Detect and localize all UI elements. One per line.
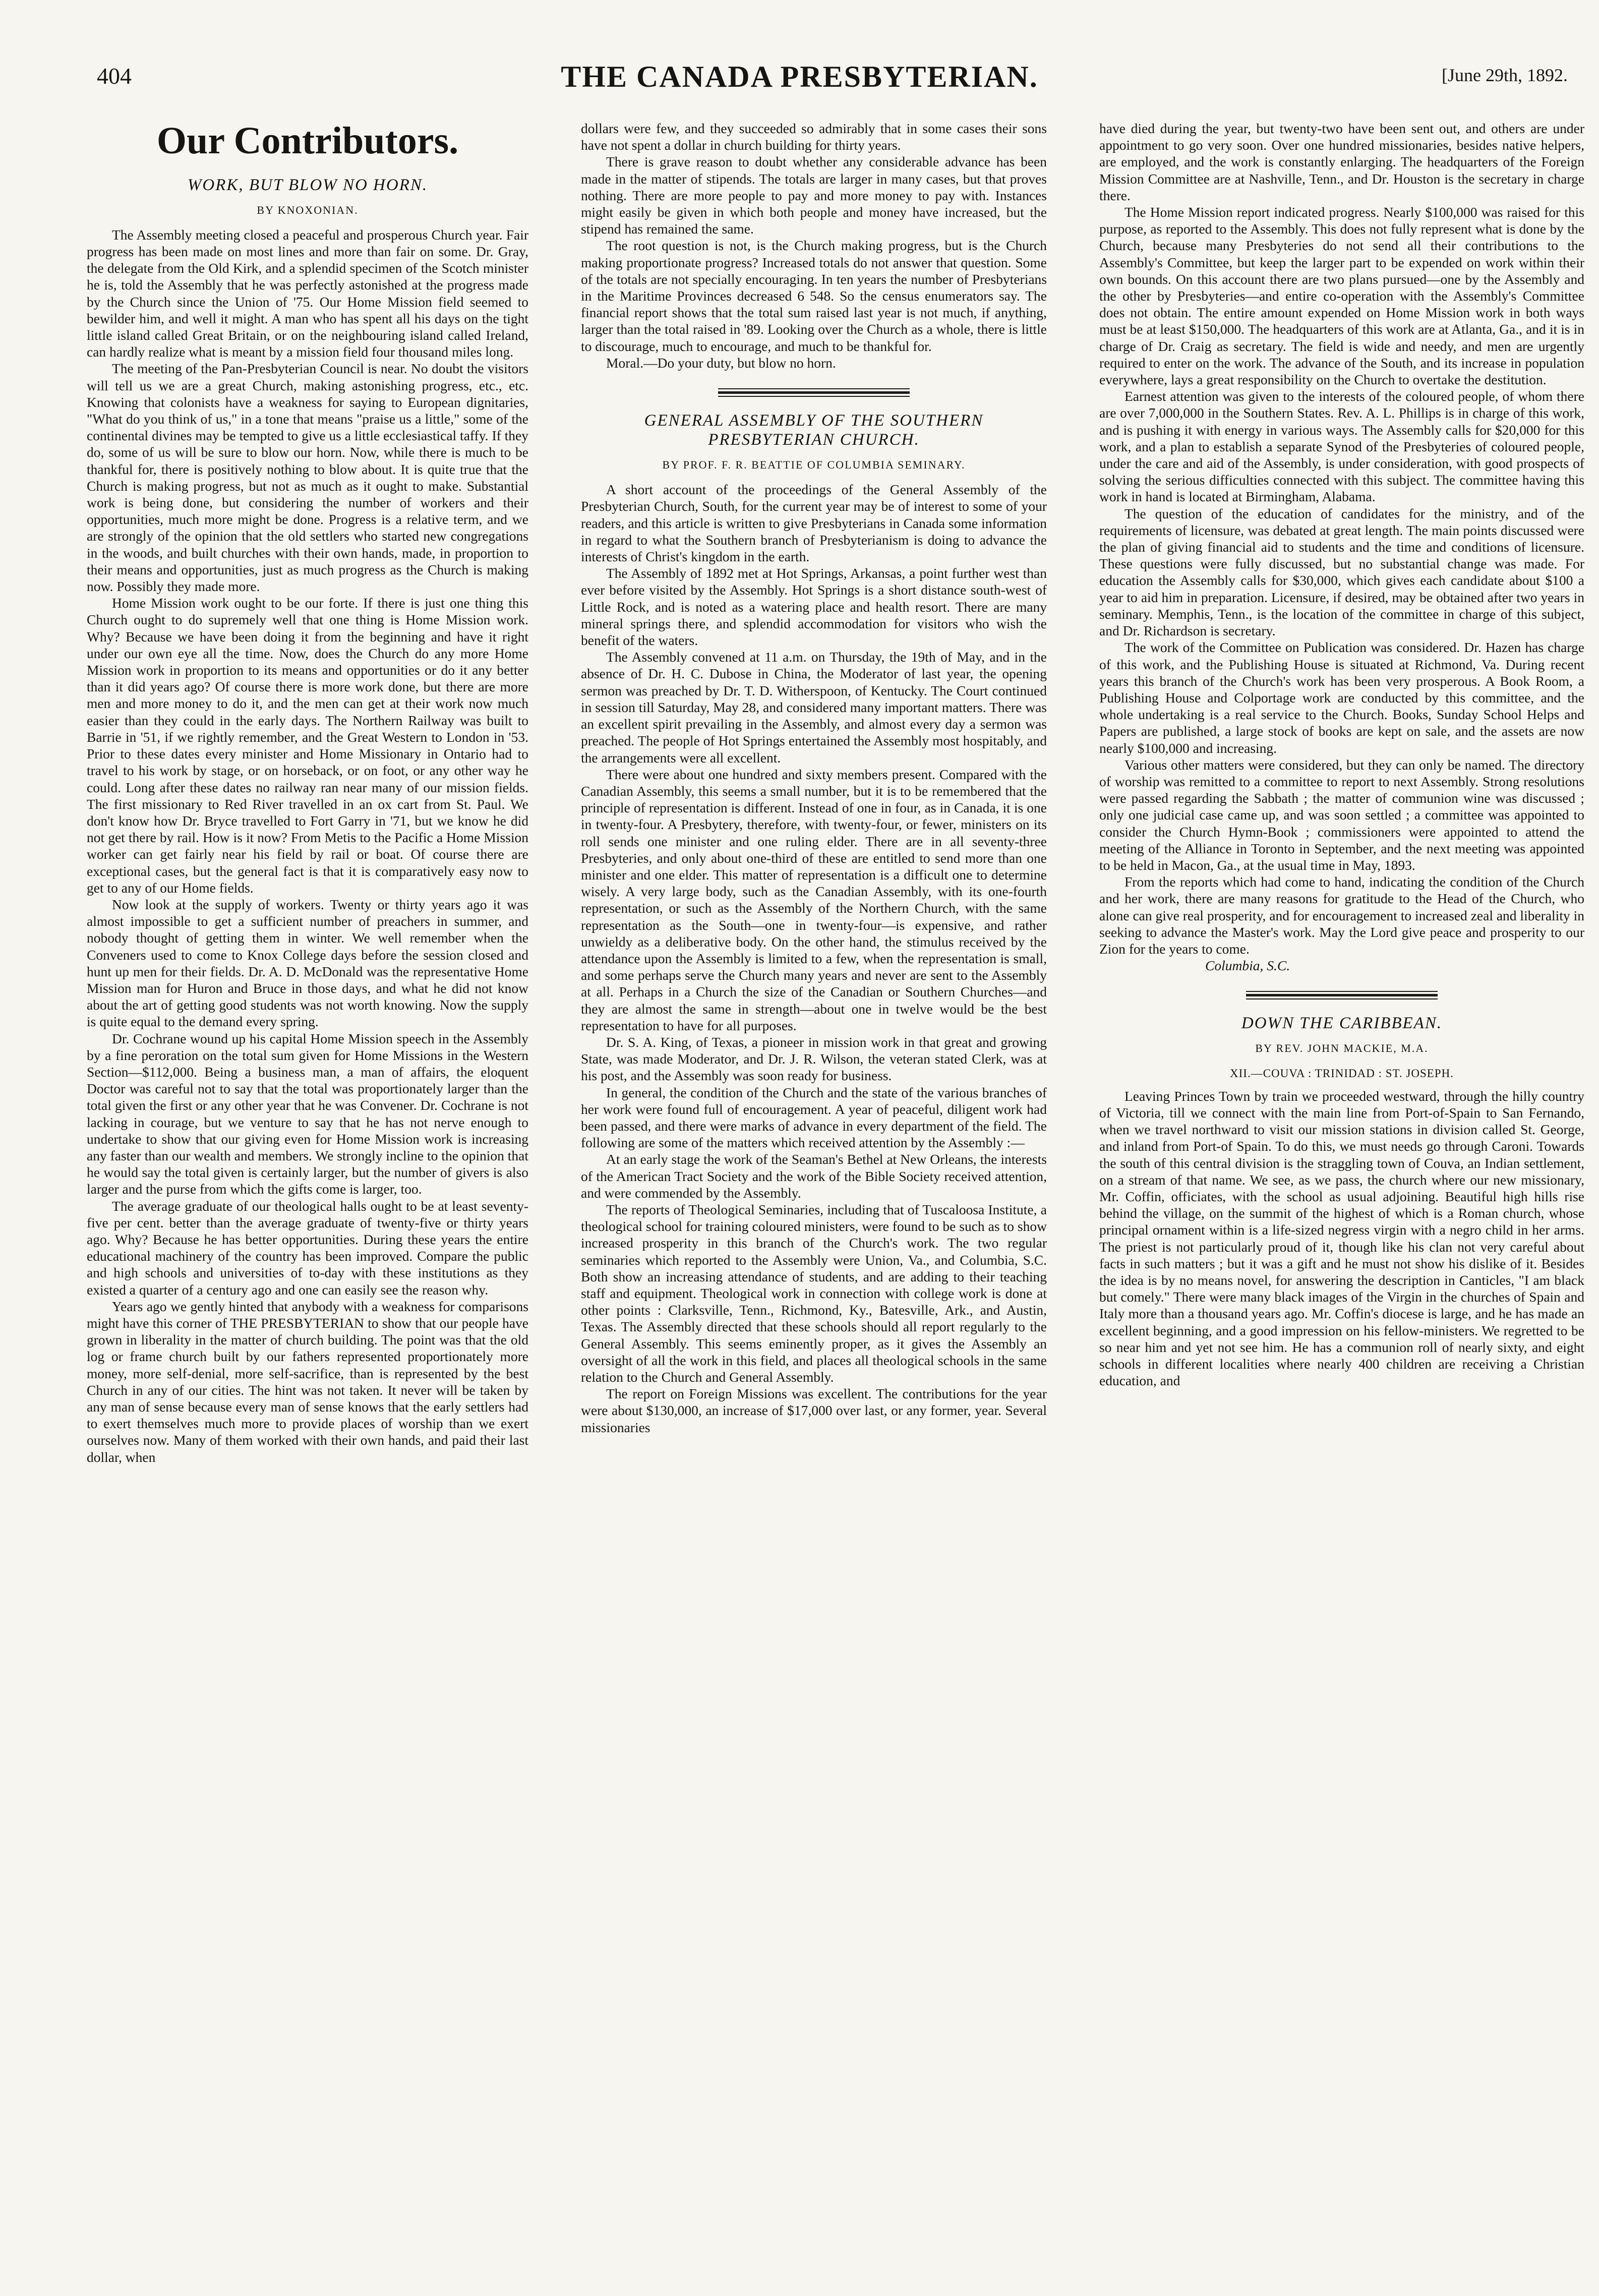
article-title: DOWN THE CARIBBEAN. (1241, 1014, 1443, 1033)
body-paragraph: Dr. Cochrane wound up his capital Home Mission speech in the Assembly by a fine peroration on the total sum given for Home Missions in the Western Section—$112,000. Being a business man, a man of affairs, the eloquent Doctor was careful not to say that the total was proportionately larger than the total given the first or any other year that he was Convener. Dr. Cochrane is not lacking in courage, but we venture to say that he has not nerve enough to undertake to show that our giving even for Home Mission work is increasing any faster than our wealth and members. We strongly incline to the opinion that he would say the total given is certainly larger, but the number of givers is also larger and the purse from which the gifts come is larger, too. (87, 1030, 528, 1197)
column-middle (581, 120, 1047, 2288)
body-paragraph: have died during the year, but twenty-two have been sent out, and others are under appointment to go very soon. Over one hundred missionaries, besides native helpers, are employed, and the work is constantly enlarging. The headquarters of the Foreign Mission Committee are at Nashville, Tenn., and Dr. Houston is the secretary in charge there. (1099, 121, 1584, 203)
body-paragraph: Home Mission work ought to be our forte. If there is just one thing this Church ought to do supremely well that one thing is Home Mission work. Why? Because we have been doing it from the beginning and have it right under our own eye all the time. Now, does the Church do any more Home Mission work in proportion to its means and opportunities or do it any better than it did years ago? Of course there is more work done, but there are more men and more money to do it, and the men can get at their work now much easier than they could in the early days. The Northern Railway was built to Barrie in '51, if we rightly remember, and the Great Western to London in '53. Prior to these dates every minister and Home Missionary in Ontario had to travel to his work by stage, or on horseback, or on foot, or any other way he could. Long after these dates no railway ran near many of our mission fields. The first missionary to Red River travelled in an ox cart from St. Paul. We don't know how Dr. Bryce travelled to Fort Garry in '71, but we know he did not get there by rail. How is it now? From Metis to the Pacific a Home Mission worker can get fairly near his field by rail or boat. Of course there are exceptional cases, but the general fact is that it is comparatively easy now to get to any of our Home fields. (87, 595, 528, 896)
body-paragraph: dollars were few, and they succeeded so admirably that in some cases their sons have not spent a dollar in church building for thirty years. (581, 121, 1047, 153)
body-paragraph: At an early stage the work of the Seaman's Bethel at New Orleans, the interests of the American Tract Society and the work of the Bible Society received attention, and were commended by the Assembly. (581, 1151, 1047, 1201)
body-paragraph: The report on Foreign Missions was excellent. The contributions for the year were about $130,000, an increase of $17,000 over last, or any former, year. Several missionaries (581, 1386, 1047, 1435)
newspaper-title: THE CANADA PRESBYTERIAN. (561, 60, 1038, 93)
article-title: WORK, BUT BLOW NO HORN. (187, 175, 428, 194)
department-heading: Our Contributors. (156, 120, 459, 162)
article-subheading: XII.—COUVA : TRINIDAD : ST. JOSEPH. (1230, 1067, 1454, 1080)
column-right (1099, 120, 1584, 2288)
body-paragraph: In general, the condition of the Church and the state of the various branches of her work were found full of encouragement. A year of peaceful, diligent work had been passed, and there were marks of advance in every department of the field. The following are some of the matters which received attention by the Assembly :— (581, 1084, 1047, 1151)
article-byline: BY PROF. F. R. BEATTIE OF COLUMBIA SEMINARY. (662, 458, 966, 472)
body-paragraph: The work of the Committee on Publication was considered. Dr. Hazen has charge of this work, and the Publishing House is situated at Richmond, Va. During recent years this branch of the Church's work has been very prosperous. A Book Room, a Publishing House and Colportage work are conducted by this committee, and the whole undertaking is a real service to the Church. Books, Sunday School Helps and Papers are published, a large stock of books are kept on sale, and the assets are now nearly $100,000 and increasing. (1099, 639, 1584, 756)
body-paragraph: Leaving Princes Town by train we proceeded westward, through the hilly country of Victoria, till we connect with the main line from Port-of-Spain to San Fernando, when we travel northward to visit our mission stations in division called St. George, and inland from Port-of Spain. To do this, we must needs go through Caroni. Towards the south of this central division is the straggling town of Couva, an Indian settlement, on a stream of that name. We see, as we pass, the church where our new missionary, Mr. Coffin, officiates, with the school as usual adjoining. Beautiful high hills rise behind the village, on the summit of the highest of which is a Roman church, whose principal ornament within is a life-sized negress virgin with a negro child in her arms. The priest is not particularly proud of it, though like his clan not very careful about facts in such matters ; but it was a gift and he must not show his dislike of it. Besides the idea is by no means novel, for answering the description in Canticles, "I am black but comely." There were many black images of the Virgin in the churches of Spain and Italy more than a thousand years ago. Mr. Coffin's diocese is large, and he has made an excellent beginning, and a good impression on his fellow-ministers. We regretted to be so near him and yet not see him. He has a communion roll of nearly sixty, and eight schools in different localities where nearly 400 children are receiving a Christian education, and (1099, 1088, 1584, 1389)
body-paragraph: The Assembly convened at 11 a.m. on Thursday, the 19th of May, and in the absence of Dr. H. C. Dubose in China, the Moderator of last year, the opening sermon was preached by Dr. T. D. Witherspoon, of Kentucky. The Court continued in session till Saturday, May 28, and considered many important matters. There was an excellent spirit prevailing in the Assembly, and almost every day a sermon was preached. The people of Hot Springs entertained the Assembly most hospitably, and the arrangements were all excellent. (581, 649, 1047, 766)
body-paragraph: The average graduate of our theological halls ought to be at least seventy-five per cent. better than the average graduate of twenty-five or thirty years ago. Why? Because he has better opportunities. During these years the entire educational machinery of the country has been improved. Compare the public and high schools and universities of to-day with these institutions as they existed a quarter of a century ago and one can easily see the reason why. (87, 1198, 528, 1298)
body-paragraph: Various other matters were considered, but they can only be named. The directory of worship was remitted to a committee to report to next Assembly. Strong resolutions were passed regarding the Sabbath ; the matter of communion wine was discussed ; only one judicial case came up, and was soon settled ; a committee was appointed to consider the Church Hymn-Book ; commissioners were appointed to attend the meeting of the Alliance in Toronto in September, and the next meeting was appointed to be held in Macon, Ga., at the usual time in May, 1893. (1099, 756, 1584, 873)
column-left (87, 120, 528, 2288)
article-byline: BY REV. JOHN MACKIE, M.A. (1255, 1042, 1429, 1055)
article-byline: BY KNOXONIAN. (257, 203, 359, 216)
body-paragraph: The Home Mission report indicated progress. Nearly $100,000 was raised for this purpose, as reported to the Assembly. This does not fully represent what is done by the Church, because many Presbyteries do not send all their contributions to the Assembly's Committee, but keep the larger part to be expended on work within their own bounds. On this account there are two plans pursued—one by the Assembly and the other by Presbyteries—and entire co-operation with the Assembly's Committee does not obtain. The entire amount expended on Home Mission work in both ways must be at least $150,000. The headquarters of this work are at Atlanta, Ga., and it is in charge of Dr. Craig as secretary. The field is wide and needy, and men are urgently required to enter on the work. The advance of the South, and its increase in population everywhere, lays a great responsibility on the Church to overtake the destitution. (1099, 204, 1584, 388)
page-header (0, 60, 1599, 105)
body-paragraph: Years ago we gently hinted that anybody with a weakness for comparisons might have this corner of THE PRESBYTERIAN to show that our people have grown in liberality in the matter of church building. The point was that the old log or frame church built by our fathers represented proportionately more money, more self-denial, more self-sacrifice, than is represented by the best Church in any of our cities. The hint was not taken. It never will be taken by any man of sense because every man of sense knows that the early settlers had to exert themselves much more to provide places of worship than we exert ourselves now. Many of them worked with their own hands, and paid their last dollar, when (87, 1298, 528, 1465)
body-paragraph: There is grave reason to doubt whether any considerable advance has been made in the matter of stipends. The totals are larger in many cases, but that proves nothing. There are more people to pay and more money to pay with. Instances might easily be given in which both people and money have increased, but the stipend has remained the same. (581, 154, 1047, 237)
body-paragraph: The reports of Theological Seminaries, including that of Tuscaloosa Institute, a theological school for training coloured ministers, were found to be such as to show increased prosperity in this branch of the Church's work. The two regular seminaries which reported to the Assembly were Union, Va., and Columbia, S.C. Both show an increasing attendance of students, and are adding to their teaching staff and equipment. Theological work in connection with college work is done at other points : Clarksville, Tenn., Richmond, Ky., Batesville, Ark., and Austin, Texas. The Assembly directed that these schools should all report regularly to the General Assembly. This seems eminently proper, as it gives the Assembly an oversight of all the work in this field, and places all theological schools in the same relation to the Church and General Assembly. (581, 1201, 1047, 1385)
section-divider-rule (718, 388, 910, 397)
body-paragraph: From the reports which had come to hand, indicating the condition of the Church and her work, there are many reasons for gratitude to the Head of the Church, who alone can give real prosperity, and for encouragement to increased zeal and liberality in seeking to advance the Master's work. May the Lord give peace and prosperity to our Zion for the years to come. (1099, 874, 1584, 957)
page-number: 404 (97, 63, 132, 89)
body-paragraph: The Assembly of 1892 met at Hot Springs, Arkansas, a point further west than ever before visited by the Assembly. Hot Springs is a short distance south-west of Little Rock, and is noted as a watering place and health resort. There are many mineral springs there, and splendid accommodation for visitors who wish the benefit of the waters. (581, 565, 1047, 649)
body-paragraph: The meeting of the Pan-Presbyterian Council is near. No doubt the visitors will tell us we are a great Church, making astonishing progress, etc., etc. Knowing that colonists have a weakness for saying to European dignitaries, "What do you think of us," in a tone that means "praise us a little," some of the continental divines may be tempted to give us a little ecclesiastical taffy. If they do, some of us will be sure to blow our horn. Now, while there is much to be thankful for, there is positively nothing to blow about. It is quite true that the Church is making progress, but not as much as it ought to make. Substantial work is being done, but considering the number of workers and their opportunities, much more might be done. Progress is a relative term, and we are strongly of the opinion that the old settlers who started new congregations in the woods, and built churches with their own hands, made, in proportion to their means and opportunities, just as much progress as the Church is making now. Possibly they made more. (87, 361, 528, 595)
body-paragraph: Now look at the supply of workers. Twenty or thirty years ago it was almost impossible to get a sufficient number of preachers in summer, and nobody thought of getting them in winter. We well remember when the Conveners used to come to Knox College days before the session closed and hunt up men for their fields. Dr. A. D. McDonald was the representative Home Mission man for Huron and Bruce in those days, and what he did not know about the art of getting good students was not worth knowing. Now the supply is quite equal to the demand every spring. (87, 896, 528, 1030)
body-paragraph: There were about one hundred and sixty members present. Compared with the Canadian Assembly, this seems a small number, but it is to be remembered that the principle of representation is different. Instead of one in four, as in Canada, it is one in twenty-four. A Presbytery, therefore, with twenty-four, or fewer, ministers on its roll sends one minister and one ruling elder. There are in all seventy-three Presbyteries, and only about one-third of these are entitled to send more than one minister and one elder. This matter of representation is a difficult one to determine wisely. A very large body, such as the Canadian Assembly, with its one-fourth representation, or such as the Assembly of the Northern Church, with the same representation as the South—one in twenty-four—is expensive, and rather unwieldy as a deliberative body. On the other hand, the stimulus received by the attendance upon the Assembly is limited to a few, when the representation is small, and some perhaps serve the Church many years and never are sent to the Assembly at all. Perhaps in a Church the size of the Canadian or Southern Churches—and they are almost the same in strength—about one in twelve would be the best representation to have for all purposes. (581, 766, 1047, 1033)
body-paragraph: The question of the education of candidates for the ministry, and of the requirements of licensure, was debated at great length. The main points discussed were the plan of giving financial aid to students and the time and conditions of licensure. These questions were fully discussed, but no substantial change was made. For education the Assembly calls for $30,000, which gives each candidate about $100 a year to aid him in preparation. Licensure, if desired, may be obtained after two years in seminary. Memphis, Tenn., is the location of the committee in charge of this subject, and Dr. Richardson is secretary. (1099, 505, 1584, 639)
body-paragraph: Earnest attention was given to the interests of the coloured people, of whom there are over 7,000,000 in the Southern States. Rev. A. L. Phillips is in charge of this work, and is pushing it with energy in various ways. The Assembly calls for $20,000 for this work, and a plan to establish a separate Synod of the Presbyteries of coloured people, under the care and aid of the Assembly, is under consideration, with good prospects of solving the serious difficulties connected with this subject. The committee having this work in hand is located at Birmingham, Alabama. (1099, 388, 1584, 505)
body-paragraph: The Assembly meeting closed a peaceful and prosperous Church year. Fair progress has been made on most lines and more than fair on some. Dr. Gray, the delegate from the Old Kirk, and a splendid specimen of the Scotch minister he is, told the Assembly that he was perfectly astonished at the progress made by the Church since the Union of '75. Our Home Mission field seemed to bewilder him, and well it might. A man who has spent all his days on the tight little island called Great Britain, or on the neighbouring island called Ireland, can hardly realize what is meant by a mission field four thousand miles long. (87, 226, 528, 360)
body-paragraph: Moral.—Do your duty, but blow no horn. (606, 355, 836, 371)
body-paragraph: Dr. S. A. King, of Texas, a pioneer in mission work in that great and growing State, was made Moderator, and Dr. J. R. Wilson, the veteran stated Clerk, was at his post, and the Assembly was soon ready for business. (581, 1034, 1047, 1084)
article-title: GENERAL ASSEMBLY OF THE SOUTHERN PRESBYTERIAN CHURCH. (644, 411, 984, 449)
body-paragraph: The root question is not, is the Church making progress, but is the Church making proportionate progress? Increased totals do not answer that question. Some of the totals are not specially encouraging. In ten years the number of Presbyterians in the Maritime Provinces decreased 6 548. So the census enumerators say. The financial report shows that the total sum raised last year is not much, if anything, larger than the total raised in '89. Looking over the Church as a whole, there is little to discourage, much to encourage, and much to be thankful for. (581, 238, 1047, 354)
issue-date: [June 29th, 1892. (1442, 65, 1568, 85)
body-paragraph: A short account of the proceedings of the General Assembly of the Presbyterian Church, South, for the current year may be of interest to some of your readers, and this article is written to give Presbyterians in Canada some information in regard to what the Southern branch of Presbyterianism is doing to advance the interests of Christ's kingdom in the earth. (581, 482, 1047, 565)
article-signoff: Columbia, S.C. (1205, 958, 1290, 974)
section-divider-rule (1246, 991, 1438, 999)
